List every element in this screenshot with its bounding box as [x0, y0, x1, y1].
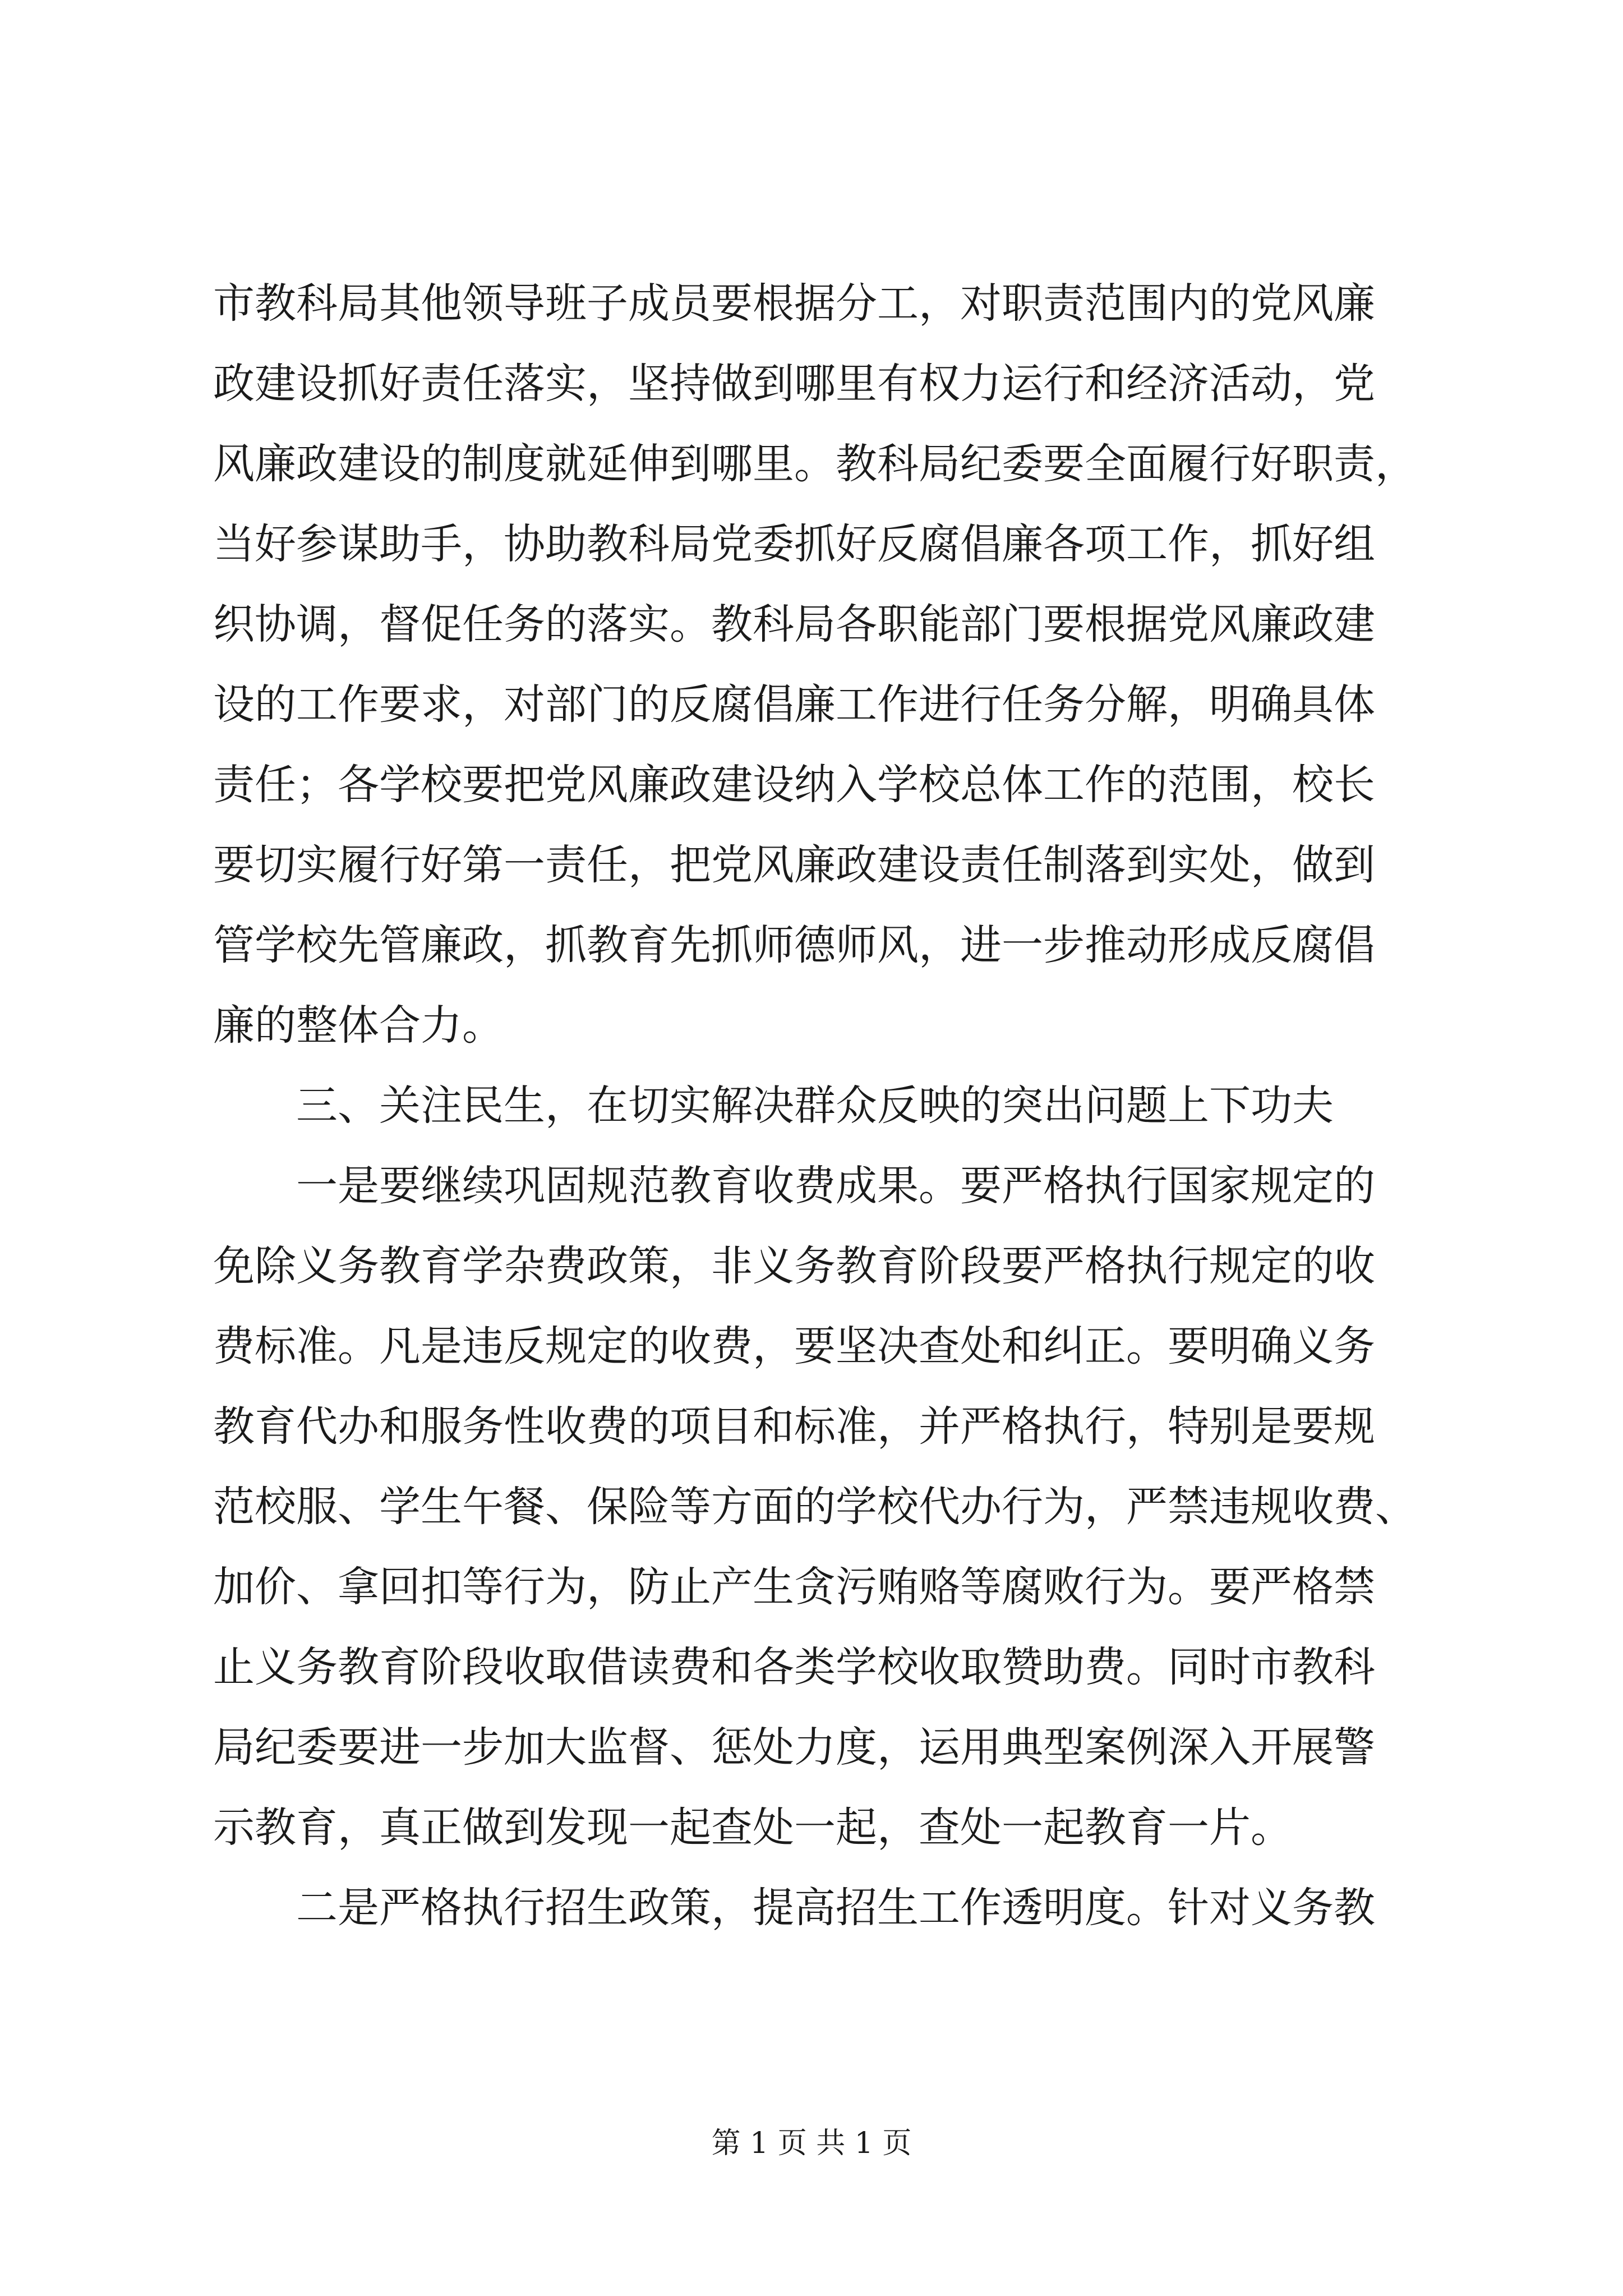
text-line: 政建设抓好责任落实，坚持做到哪里有权力运行和经济活动，党	[213, 360, 1375, 408]
text-line: 当好参谋助手，协助教科局党委抓好反腐倡廉各项工作，抓好组	[213, 520, 1375, 568]
text-line: 一是要继续巩固规范教育收费成果。要严格执行国家规定的	[213, 1162, 1375, 1210]
text-line: 设的工作要求，对部门的反腐倡廉工作进行任务分解，明确具体	[213, 680, 1375, 729]
text-line: 要切实履行好第一责任，把党风廉政建设责任制落到实处，做到	[213, 841, 1375, 889]
text-line: 范校服、学生午餐、保险等方面的学校代办行为，严禁违规收费、	[213, 1483, 1417, 1531]
text-line: 管学校先管廉政，抓教育先抓师德师风，进一步推动形成反腐倡	[213, 921, 1375, 969]
text-line: 示教育，真正做到发现一起查处一起，查处一起教育一片。	[213, 1803, 1292, 1852]
text-line: 加价、拿回扣等行为，防止产生贪污贿赂等腐败行为。要严格禁	[213, 1563, 1375, 1611]
page-footer	[0, 2119, 1623, 2161]
text-line: 局纪委要进一步加大监督、惩处力度，运用典型案例深入开展警	[213, 1723, 1375, 1772]
text-line: 教育代办和服务性收费的项目和标准，并严格执行，特别是要规	[213, 1402, 1375, 1451]
text-line: 二是严格执行招生政策，提高招生工作透明度。针对义务教	[213, 1884, 1375, 1932]
text-line: 免除义务教育学杂费政策，非义务教育阶段要严格执行规定的收	[213, 1242, 1375, 1290]
text-line: 织协调，督促任务的落实。教科局各职能部门要根据党风廉政建	[213, 600, 1375, 648]
text-line: 廉的整体合力。	[213, 1001, 504, 1050]
text-line: 费标准。凡是违反规定的收费，要坚决查处和纠正。要明确义务	[213, 1322, 1375, 1370]
body-text	[213, 264, 1447, 1948]
text-line: 责任；各学校要把党风廉政建设纳入学校总体工作的范围，校长	[213, 761, 1375, 809]
text-line: 风廉政建设的制度就延伸到哪里。教科局纪委要全面履行好职责，	[213, 440, 1417, 488]
section-heading: 三、关注民生，在切实解决群众反映的突出问题上下功夫	[213, 1082, 1334, 1130]
text-line: 止义务教育阶段收取借读费和各类学校收取赞助费。同时市教科	[213, 1643, 1375, 1691]
page-number: 第 1 页 共 1 页	[711, 2127, 912, 2160]
text-line: 市教科局其他领导班子成员要根据分工，对职责范围内的党风廉	[213, 279, 1375, 328]
